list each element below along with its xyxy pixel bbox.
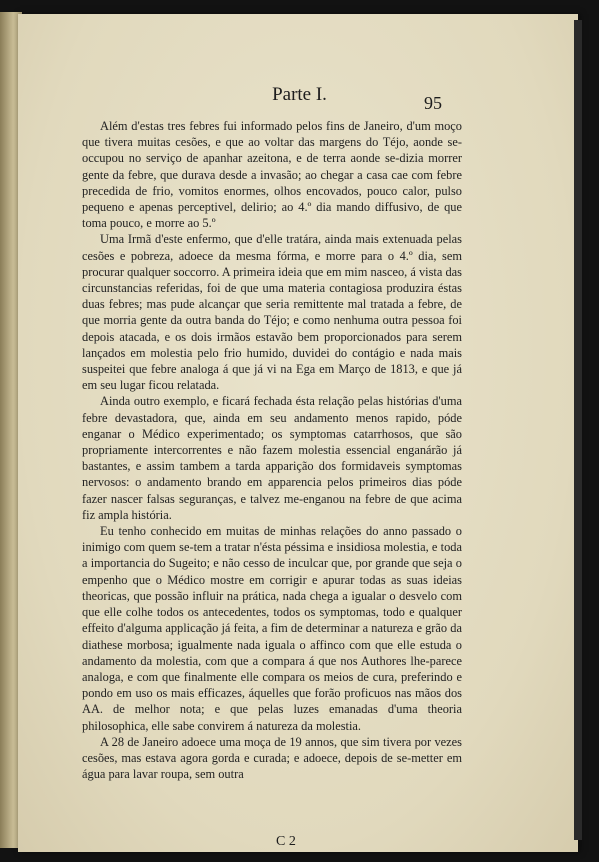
paragraph: Eu tenho conhecido em muitas de minhas relações do anno passado o inimigo com quem se-tem a tratar n'ésta péssima e insidiosa molestia, e toda a importancia do Sugeito; e não cesso de inculcar que, por grande que seja o empenho que o Médico mostre em corrigir e apurar todas as suas ideias theoricas, que possão influir na prática, nada chega a igualar o desvelo com que elle colhe todos os antecedentes, todos os symptomas, todo e qualquer effeito d'alguma applicação já feita, a fim de determinar a natureza e grão da diathese morbosa; igualmente nada iguala o affinco com que elle estuda o andamento da molestia, com que a compara á que nos Authores lhe-parece analoga, e com que finalmente elle compara os meios de cura, preferindo e pondo em uso os mais efficazes, áquelles que forão proficuos nas mãos dos AA. de melhor nota; e que pelas luzes emanadas d'uma theoria philosophica, elle sabe convirem á natureza da molestia.	[82, 524, 462, 733]
signature-mark: C 2	[276, 834, 296, 849]
paragraph: Além d'estas tres febres fui informado pelos fins de Janeiro, d'um moço que tivera muitas cesões, e que ao voltar das margens do Téjo, aonde se-occupou no serviço de apanhar azeitona, e de terra aonde se-dizia morrer gente da febre, que durava desde a invasão; ao chegar a casa cae com febre precedida de frio, vomitos enormes, olhos encovados, pouco calor, pulso pequeno e apenas perceptivel, delirio; ao 4.º dia mando diffusivo, de que toma pouco, e morre ao 5.º	[82, 119, 462, 231]
paragraph: Ainda outro exemplo, e ficará fechada ésta relação pelas histórias d'uma febre devastadora, que, ainda em seu andamento menos rapido, póde enganar o Médico experimentado; os symptomas catarrhosos, que são propriamente intercorrentes e não fazem molestia essencial enganárão já bastantes, e assim tambem a tarda apparição dos formidaveis symptomas nervosos: o andamento brando em apparencia pelos primeiros dias póde fazer nascer falsas seguranças, e talvez me-enganou na febre de que acima fiz ampla história.	[82, 394, 462, 522]
page-right-shadow	[574, 20, 582, 840]
paragraph: A 28 de Janeiro adoece uma moça de 19 annos, que sim tivera por vezes cesões, mas estava agora gorda e curada; e adoece, depois de se-metter em água para lavar roupa, sem outra	[82, 734, 462, 782]
running-header-title: Parte I.	[272, 84, 327, 105]
page-number: 95	[424, 93, 442, 113]
paragraph: Uma Irmã d'este enfermo, que d'elle tratára, ainda mais extenuada pelas cesões e pobreza, adoece da mesma fórma, e morre para o 4.º dia, sem procurar qualquer soccorro. A primeira ideia que em mim nasceo, á vista das circunstancias referidas, foi de que uma materia contagiosa produzira éstas duas febres; mas pude alcançar que seria remittente mal tratada a febre, de que morria gente da outra banda do Téjo; e como nenhuma outra pessoa foi depois atacada, e os dois irmãos estavão bem proporcionados para serem lançados em molestia pelo frio humido, duvidei do contágio e nada mais suspeitei que febre analoga á que já vi na Ega em Março de 1813, e que já em seu lugar ficou relatada.	[82, 232, 462, 393]
body-text	[82, 118, 462, 782]
